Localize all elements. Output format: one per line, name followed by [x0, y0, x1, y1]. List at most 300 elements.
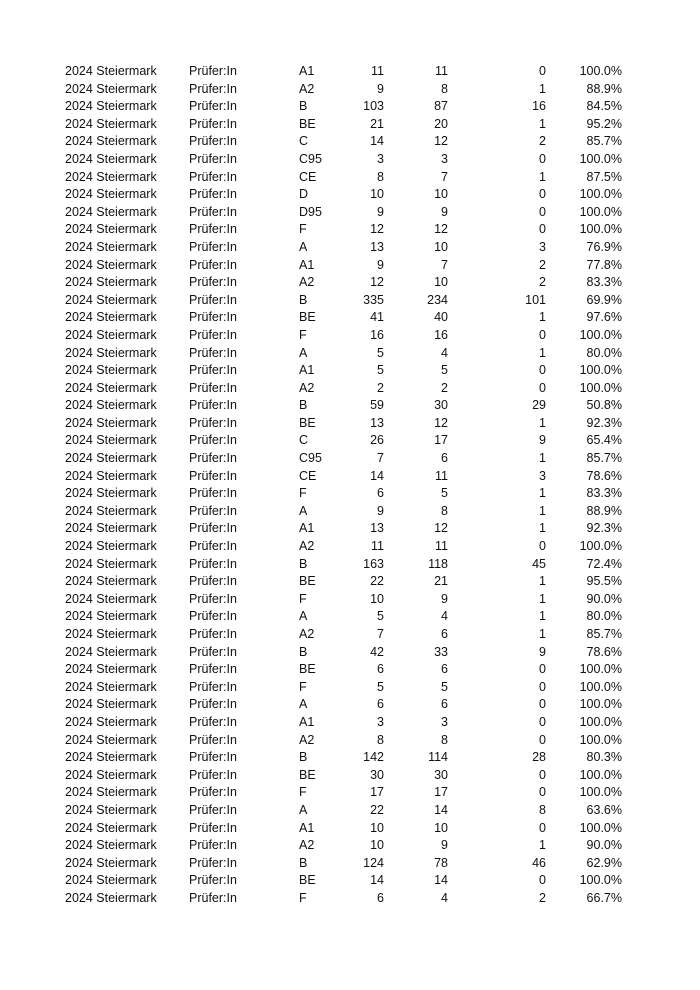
region-year-cell: 2024 Steiermark — [65, 521, 157, 536]
region-year-cell: 2024 Steiermark — [65, 116, 157, 131]
region-year-cell: 2024 Steiermark — [65, 714, 157, 729]
table-row — [0, 186, 700, 204]
passed-count-cell: 14 — [434, 802, 448, 817]
region-year-cell: 2024 Steiermark — [65, 363, 157, 378]
examiner-role-cell: Prüfer:In — [189, 292, 237, 307]
failed-count-cell: 2 — [539, 257, 546, 272]
region-year-cell: 2024 Steiermark — [65, 662, 157, 677]
total-count-cell: 5 — [377, 363, 384, 378]
region-year-cell: 2024 Steiermark — [65, 732, 157, 747]
passed-count-cell: 14 — [434, 873, 448, 888]
region-year-cell: 2024 Steiermark — [65, 81, 157, 96]
table-row — [0, 855, 700, 873]
license-class-cell: CE — [299, 468, 317, 483]
passed-count-cell: 12 — [434, 415, 448, 430]
table-row — [0, 221, 700, 239]
license-class-cell: A2 — [299, 838, 315, 853]
total-count-cell: 5 — [377, 345, 384, 360]
pass-rate-cell: 95.2% — [586, 116, 622, 131]
failed-count-cell: 1 — [539, 574, 546, 589]
table-row — [0, 608, 700, 626]
failed-count-cell: 0 — [539, 363, 546, 378]
table-row — [0, 485, 700, 503]
pass-rate-cell: 87.5% — [586, 169, 622, 184]
license-class-cell: CE — [299, 169, 317, 184]
table-row — [0, 204, 700, 222]
region-year-cell: 2024 Steiermark — [65, 169, 157, 184]
pass-rate-cell: 76.9% — [586, 239, 622, 254]
table-row — [0, 556, 700, 574]
examiner-role-cell: Prüfer:In — [189, 257, 237, 272]
examiner-role-cell: Prüfer:In — [189, 662, 237, 677]
examiner-role-cell: Prüfer:In — [189, 732, 237, 747]
total-count-cell: 30 — [370, 767, 384, 782]
region-year-cell: 2024 Steiermark — [65, 627, 157, 641]
total-count-cell: 2 — [377, 380, 384, 395]
license-class-cell: F — [299, 591, 307, 606]
failed-count-cell: 1 — [539, 838, 546, 853]
examiner-role-cell: Prüfer:In — [189, 81, 237, 96]
license-class-cell: A — [299, 802, 308, 817]
examiner-role-cell: Prüfer:In — [189, 169, 237, 184]
pass-rate-cell: 72.4% — [586, 556, 622, 571]
passed-count-cell: 9 — [441, 838, 448, 853]
total-count-cell: 13 — [370, 521, 384, 536]
license-class-cell: D95 — [299, 204, 322, 219]
passed-count-cell: 8 — [441, 81, 448, 96]
passed-count-cell: 10 — [434, 187, 448, 202]
passed-count-cell: 40 — [434, 310, 448, 325]
table-row — [0, 767, 700, 785]
passed-count-cell: 7 — [441, 257, 448, 272]
examiner-role-cell: Prüfer:In — [189, 574, 237, 589]
table-row — [0, 169, 700, 187]
total-count-cell: 124 — [363, 855, 384, 870]
total-count-cell: 9 — [377, 204, 384, 219]
table-row — [0, 98, 700, 116]
pass-rate-cell: 83.3% — [586, 275, 622, 290]
passed-count-cell: 114 — [428, 750, 448, 765]
failed-count-cell: 2 — [539, 275, 546, 290]
pass-rate-cell: 92.3% — [586, 415, 622, 430]
region-year-cell: 2024 Steiermark — [65, 838, 157, 853]
total-count-cell: 7 — [377, 451, 384, 466]
passed-count-cell: 6 — [441, 662, 448, 677]
passed-count-cell: 11 — [435, 64, 448, 78]
total-count-cell: 8 — [377, 732, 384, 747]
failed-count-cell: 0 — [539, 820, 546, 835]
table-row — [0, 380, 700, 398]
failed-count-cell: 1 — [539, 81, 546, 96]
examiner-role-cell: Prüfer:In — [189, 134, 237, 149]
license-class-cell: BE — [299, 574, 316, 589]
region-year-cell: 2024 Steiermark — [65, 644, 157, 659]
examiner-role-cell: Prüfer:In — [189, 609, 237, 624]
pass-rate-cell: 80.0% — [586, 345, 622, 360]
region-year-cell: 2024 Steiermark — [65, 187, 157, 202]
total-count-cell: 163 — [363, 556, 384, 571]
region-year-cell: 2024 Steiermark — [65, 785, 157, 800]
failed-count-cell: 0 — [539, 222, 546, 237]
total-count-cell: 6 — [377, 890, 384, 905]
passed-count-cell: 118 — [428, 556, 448, 571]
pass-rate-cell: 100.0% — [579, 679, 622, 694]
license-class-cell: B — [299, 750, 308, 765]
examiner-role-cell: Prüfer:In — [189, 679, 237, 694]
total-count-cell: 13 — [370, 239, 384, 254]
failed-count-cell: 1 — [539, 591, 546, 606]
examiner-role-cell: Prüfer:In — [189, 486, 237, 501]
total-count-cell: 9 — [377, 503, 384, 518]
examiner-role-cell: Prüfer:In — [189, 890, 237, 905]
license-class-cell: A1 — [299, 363, 315, 378]
total-count-cell: 11 — [371, 539, 384, 554]
license-class-cell: C95 — [299, 451, 322, 466]
examiner-role-cell: Prüfer:In — [189, 556, 237, 571]
total-count-cell: 10 — [370, 591, 384, 606]
examiner-role-cell: Prüfer:In — [189, 398, 237, 413]
total-count-cell: 7 — [377, 627, 384, 641]
examiner-role-cell: Prüfer:In — [189, 627, 237, 641]
examiner-role-cell: Prüfer:In — [189, 363, 237, 378]
region-year-cell: 2024 Steiermark — [65, 257, 157, 272]
examiner-role-cell: Prüfer:In — [189, 785, 237, 800]
license-class-cell: B — [299, 556, 308, 571]
failed-count-cell: 1 — [539, 451, 546, 466]
examiner-role-cell: Prüfer:In — [189, 327, 237, 342]
examiner-role-cell: Prüfer:In — [189, 873, 237, 888]
license-class-cell: F — [299, 890, 307, 905]
table-row — [0, 274, 700, 292]
examiner-role-cell: Prüfer:In — [189, 750, 237, 765]
license-class-cell: BE — [299, 116, 316, 131]
table-row — [0, 432, 700, 450]
failed-count-cell: 0 — [539, 697, 546, 712]
region-year-cell: 2024 Steiermark — [65, 380, 157, 395]
license-class-cell: C — [299, 433, 309, 448]
pass-rate-cell: 88.9% — [586, 503, 622, 518]
failed-count-cell: 0 — [539, 873, 546, 888]
examiner-role-cell: Prüfer:In — [189, 151, 237, 166]
examiner-role-cell: Prüfer:In — [189, 310, 237, 325]
examiner-role-cell: Prüfer:In — [189, 820, 237, 835]
examiner-role-cell: Prüfer:In — [189, 503, 237, 518]
failed-count-cell: 1 — [539, 503, 546, 518]
region-year-cell: 2024 Steiermark — [65, 222, 157, 237]
examiner-role-cell: Prüfer:In — [189, 714, 237, 729]
region-year-cell: 2024 Steiermark — [65, 873, 157, 888]
examiner-role-cell: Prüfer:In — [189, 222, 237, 237]
region-year-cell: 2024 Steiermark — [65, 591, 157, 606]
region-year-cell: 2024 Steiermark — [65, 292, 157, 307]
total-count-cell: 6 — [377, 486, 384, 501]
license-class-cell: A2 — [299, 81, 315, 96]
pass-rate-cell: 66.7% — [586, 890, 622, 905]
failed-count-cell: 29 — [532, 398, 546, 413]
failed-count-cell: 0 — [539, 662, 546, 677]
failed-count-cell: 16 — [532, 99, 546, 114]
license-class-cell: A — [299, 239, 308, 254]
license-class-cell: A — [299, 697, 308, 712]
table-row — [0, 397, 700, 415]
license-class-cell: BE — [299, 415, 316, 430]
total-count-cell: 13 — [370, 415, 384, 430]
failed-count-cell: 9 — [539, 644, 546, 659]
license-class-cell: A2 — [299, 275, 315, 290]
region-year-cell: 2024 Steiermark — [65, 503, 157, 518]
failed-count-cell: 9 — [539, 433, 546, 448]
passed-count-cell: 12 — [434, 222, 448, 237]
table-row — [0, 309, 700, 327]
examiner-role-cell: Prüfer:In — [189, 855, 237, 870]
license-class-cell: A1 — [299, 257, 315, 272]
region-year-cell: 2024 Steiermark — [65, 890, 157, 905]
table-row — [0, 784, 700, 802]
pass-rate-cell: 63.6% — [586, 802, 622, 817]
total-count-cell: 3 — [377, 151, 384, 166]
license-class-cell: A2 — [299, 627, 315, 641]
total-count-cell: 9 — [377, 257, 384, 272]
passed-count-cell: 30 — [434, 398, 448, 413]
license-class-cell: B — [299, 855, 308, 870]
total-count-cell: 5 — [377, 679, 384, 694]
failed-count-cell: 1 — [539, 116, 546, 131]
region-year-cell: 2024 Steiermark — [65, 239, 157, 254]
table-row — [0, 116, 700, 134]
table-row — [0, 239, 700, 257]
pass-rate-cell: 78.6% — [586, 468, 622, 483]
data-table — [0, 63, 700, 908]
passed-count-cell: 5 — [441, 679, 448, 694]
table-row — [0, 679, 700, 697]
table-row — [0, 820, 700, 838]
pass-rate-cell: 100.0% — [579, 151, 622, 166]
region-year-cell: 2024 Steiermark — [65, 539, 157, 554]
region-year-cell: 2024 Steiermark — [65, 415, 157, 430]
total-count-cell: 14 — [370, 134, 384, 149]
examiner-role-cell: Prüfer:In — [189, 539, 237, 554]
examiner-role-cell: Prüfer:In — [189, 345, 237, 360]
passed-count-cell: 9 — [441, 204, 448, 219]
failed-count-cell: 0 — [539, 767, 546, 782]
passed-count-cell: 33 — [434, 644, 448, 659]
examiner-role-cell: Prüfer:In — [189, 521, 237, 536]
passed-count-cell: 21 — [434, 574, 448, 589]
pass-rate-cell: 77.8% — [586, 257, 622, 272]
table-row — [0, 538, 700, 556]
examiner-role-cell: Prüfer:In — [189, 64, 237, 78]
table-row — [0, 872, 700, 890]
failed-count-cell: 0 — [539, 785, 546, 800]
pass-rate-cell: 69.9% — [586, 292, 622, 307]
table-row — [0, 292, 700, 310]
failed-count-cell: 1 — [539, 486, 546, 501]
total-count-cell: 14 — [370, 468, 384, 483]
license-class-cell: D — [299, 187, 309, 202]
pass-rate-cell: 83.3% — [586, 486, 622, 501]
region-year-cell: 2024 Steiermark — [65, 820, 157, 835]
region-year-cell: 2024 Steiermark — [65, 609, 157, 624]
passed-count-cell: 5 — [441, 363, 448, 378]
license-class-cell: BE — [299, 873, 316, 888]
examiner-role-cell: Prüfer:In — [189, 591, 237, 606]
pass-rate-cell: 90.0% — [586, 838, 622, 853]
table-row — [0, 626, 700, 644]
passed-count-cell: 8 — [441, 503, 448, 518]
total-count-cell: 142 — [363, 750, 384, 765]
pass-rate-cell: 62.9% — [586, 855, 622, 870]
passed-count-cell: 12 — [434, 134, 448, 149]
table-row — [0, 749, 700, 767]
failed-count-cell: 1 — [539, 310, 546, 325]
passed-count-cell: 20 — [434, 116, 448, 131]
license-class-cell: A2 — [299, 539, 315, 554]
pass-rate-cell: 78.6% — [586, 644, 622, 659]
failed-count-cell: 101 — [525, 292, 546, 307]
table-row — [0, 151, 700, 169]
pass-rate-cell: 100.0% — [579, 539, 622, 554]
pass-rate-cell: 85.7% — [586, 627, 622, 641]
total-count-cell: 5 — [377, 609, 384, 624]
table-row — [0, 503, 700, 521]
total-count-cell: 8 — [377, 169, 384, 184]
failed-count-cell: 1 — [539, 521, 546, 536]
pass-rate-cell: 100.0% — [579, 662, 622, 677]
table-row — [0, 591, 700, 609]
failed-count-cell: 1 — [539, 415, 546, 430]
examiner-role-cell: Prüfer:In — [189, 116, 237, 131]
pass-rate-cell: 80.3% — [586, 750, 622, 765]
pass-rate-cell: 84.5% — [586, 99, 622, 114]
pass-rate-cell: 85.7% — [586, 134, 622, 149]
license-class-cell: A1 — [299, 714, 315, 729]
license-class-cell: A1 — [299, 521, 315, 536]
total-count-cell: 12 — [370, 222, 384, 237]
total-count-cell: 12 — [370, 275, 384, 290]
failed-count-cell: 0 — [539, 64, 546, 78]
license-class-cell: A — [299, 609, 308, 624]
license-class-cell: A — [299, 345, 308, 360]
pass-rate-cell: 88.9% — [586, 81, 622, 96]
license-class-cell: F — [299, 486, 307, 501]
total-count-cell: 26 — [370, 433, 384, 448]
license-class-cell: A2 — [299, 732, 315, 747]
total-count-cell: 59 — [370, 398, 384, 413]
pass-rate-cell: 80.0% — [586, 609, 622, 624]
region-year-cell: 2024 Steiermark — [65, 750, 157, 765]
pass-rate-cell: 92.3% — [586, 521, 622, 536]
total-count-cell: 103 — [363, 99, 384, 114]
table-row — [0, 362, 700, 380]
examiner-role-cell: Prüfer:In — [189, 451, 237, 466]
examiner-role-cell: Prüfer:In — [189, 204, 237, 219]
table-row — [0, 63, 700, 81]
region-year-cell: 2024 Steiermark — [65, 697, 157, 712]
passed-count-cell: 12 — [434, 521, 448, 536]
total-count-cell: 10 — [370, 187, 384, 202]
passed-count-cell: 234 — [427, 292, 448, 307]
total-count-cell: 9 — [377, 81, 384, 96]
examiner-role-cell: Prüfer:In — [189, 99, 237, 114]
region-year-cell: 2024 Steiermark — [65, 64, 157, 78]
table-row — [0, 573, 700, 591]
table-row — [0, 661, 700, 679]
region-year-cell: 2024 Steiermark — [65, 767, 157, 782]
pass-rate-cell: 65.4% — [586, 433, 622, 448]
license-class-cell: F — [299, 785, 307, 800]
table-row — [0, 468, 700, 486]
failed-count-cell: 0 — [539, 679, 546, 694]
pass-rate-cell: 100.0% — [579, 222, 622, 237]
total-count-cell: 16 — [370, 327, 384, 342]
passed-count-cell: 17 — [434, 785, 448, 800]
region-year-cell: 2024 Steiermark — [65, 574, 157, 589]
pass-rate-cell: 100.0% — [579, 327, 622, 342]
examiner-role-cell: Prüfer:In — [189, 767, 237, 782]
passed-count-cell: 17 — [434, 433, 448, 448]
passed-count-cell: 8 — [441, 732, 448, 747]
license-class-cell: A1 — [299, 820, 315, 835]
failed-count-cell: 0 — [539, 204, 546, 219]
table-row — [0, 450, 700, 468]
region-year-cell: 2024 Steiermark — [65, 451, 157, 466]
passed-count-cell: 11 — [435, 468, 448, 483]
pass-rate-cell: 90.0% — [586, 591, 622, 606]
failed-count-cell: 3 — [539, 239, 546, 254]
failed-count-cell: 1 — [539, 345, 546, 360]
pass-rate-cell: 50.8% — [586, 398, 622, 413]
table-row — [0, 714, 700, 732]
failed-count-cell: 3 — [539, 468, 546, 483]
passed-count-cell: 9 — [441, 591, 448, 606]
total-count-cell: 14 — [370, 873, 384, 888]
license-class-cell: A — [299, 503, 308, 518]
region-year-cell: 2024 Steiermark — [65, 433, 157, 448]
failed-count-cell: 0 — [539, 714, 546, 729]
passed-count-cell: 6 — [441, 451, 448, 466]
region-year-cell: 2024 Steiermark — [65, 99, 157, 114]
passed-count-cell: 7 — [441, 169, 448, 184]
pass-rate-cell: 100.0% — [579, 785, 622, 800]
license-class-cell: A1 — [299, 64, 315, 78]
region-year-cell: 2024 Steiermark — [65, 134, 157, 149]
examiner-role-cell: Prüfer:In — [189, 697, 237, 712]
pass-rate-cell: 95.5% — [586, 574, 622, 589]
license-class-cell: F — [299, 222, 307, 237]
passed-count-cell: 3 — [441, 714, 448, 729]
license-class-cell: B — [299, 644, 308, 659]
total-count-cell: 10 — [370, 838, 384, 853]
failed-count-cell: 46 — [532, 855, 546, 870]
pass-rate-cell: 100.0% — [579, 64, 622, 78]
total-count-cell: 6 — [377, 662, 384, 677]
failed-count-cell: 0 — [539, 327, 546, 342]
region-year-cell: 2024 Steiermark — [65, 204, 157, 219]
total-count-cell: 3 — [377, 714, 384, 729]
failed-count-cell: 28 — [532, 750, 546, 765]
failed-count-cell: 2 — [539, 134, 546, 149]
table-row — [0, 732, 700, 750]
region-year-cell: 2024 Steiermark — [65, 468, 157, 483]
total-count-cell: 21 — [370, 116, 384, 131]
total-count-cell: 22 — [370, 802, 384, 817]
license-class-cell: F — [299, 327, 307, 342]
license-class-cell: BE — [299, 662, 316, 677]
failed-count-cell: 0 — [539, 187, 546, 202]
total-count-cell: 10 — [370, 820, 384, 835]
passed-count-cell: 16 — [434, 327, 448, 342]
region-year-cell: 2024 Steiermark — [65, 398, 157, 413]
